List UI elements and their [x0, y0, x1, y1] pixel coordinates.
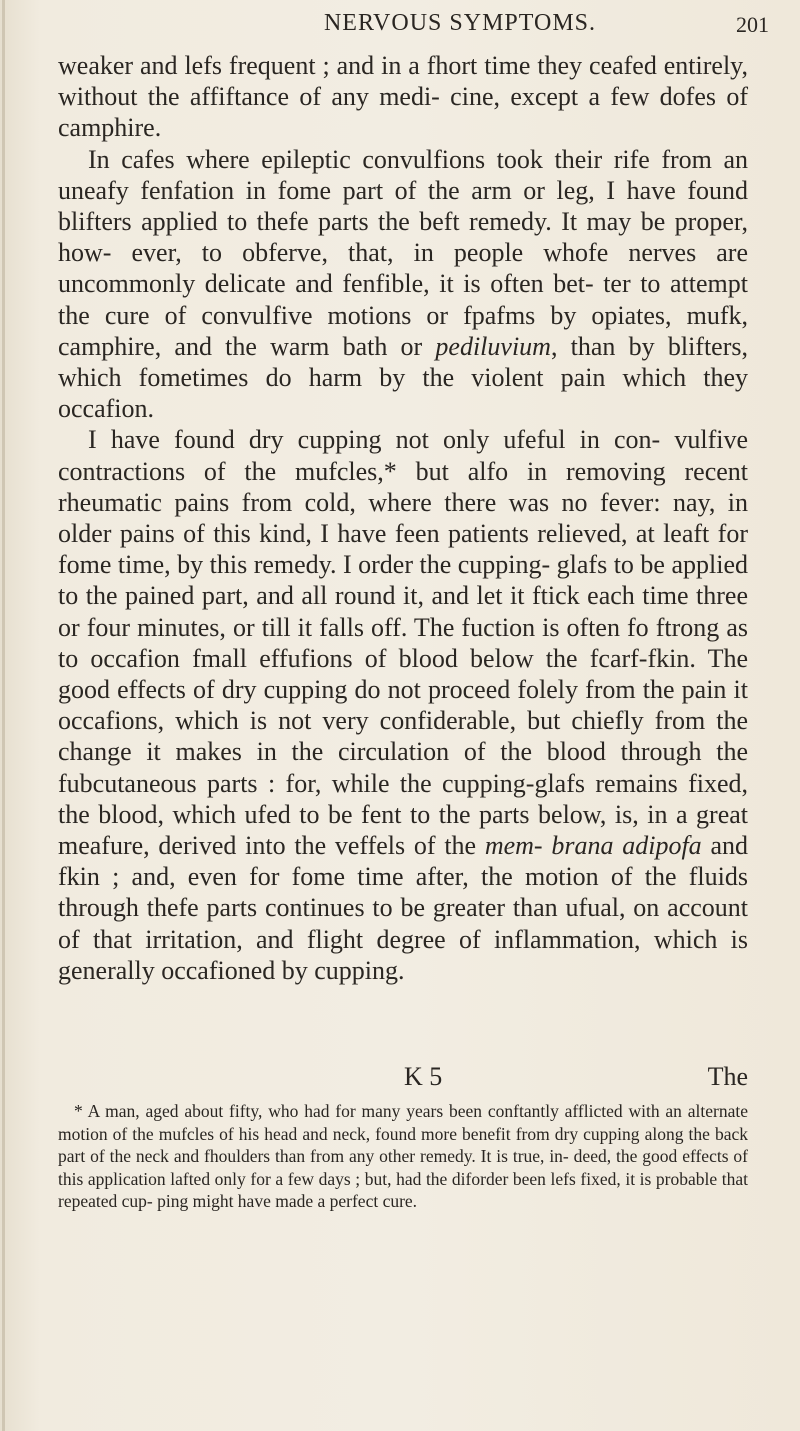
paragraph-3 — [58, 424, 748, 986]
page-number: 201 — [736, 12, 769, 37]
signature-mark: K 5 — [404, 1062, 443, 1091]
main-text — [58, 50, 748, 986]
paragraph-2-text-a: In cafes where epileptic convulfions took their rife from an uneafy fenfation in fome part of the arm or leg, I have found blifters applied to thefe parts the beft remedy. It may be proper, how- ever, to obferve, that, in people whofe nerves are uncommonly delicate and fenfible, it is often bet- ter to attempt the cure of convulfive motions or fpafms by opiates, mufk, camphire, and the warm bath or — [58, 144, 748, 361]
paragraph-2-italic: pediluvium — [435, 331, 551, 361]
footnote — [58, 1100, 748, 1213]
paragraph-2 — [58, 144, 748, 425]
signature-line — [58, 1062, 748, 1094]
paragraph-3-text-a: I have found dry cupping not only ufeful in con- vulfive contractions of the mufcles,* but alfo in removing recent rheumatic pains from cold, where there was no fever: nay, in older pains of this kind, I have feen patients relieved, at leaft for fome time, by this remedy. I order the cupping- glafs to be applied to the pained part, and all round it, and let it ftick each time three or four minutes, or till it falls off. The fuction is often fo ftrong as to occafion fmall effufions of blood below the fcarf-fkin. The good effects of dry cupping do not proceed folely from the pain it occafions, which is not very confiderable, but chiefly from the change it makes in the circulation of the blood through the fubcutaneous parts : for, while the cupping-glafs remains fixed, the blood, which ufed to be fent to the parts below, is, in a great meafure, derived into the veffels of the — [58, 425, 749, 861]
catchword: The — [707, 1062, 748, 1091]
paragraph-3-italic: mem- brana adipofa — [484, 831, 702, 861]
footnote-text: * A man, aged about fifty, who had for many years been conftantly afflicted with an alternate motion of the mufcles of his head and neck, found more benefit from dry cupping along the back part of the neck and fhoulders than from any other remedy. It is true, in- deed, the good effects of this application lafted only for a few days ; but, had the diforder been lefs fixed, it is probable that repeated cup- ping might have made a perfect cure. — [58, 1101, 748, 1211]
paragraph-3-text-b: and fkin ; and, even for fome time after, the motion of the fluids through thefe parts continues to be greater than ufual, on account of that irritation, and flight degree of inflammation, which is generally occafioned by cupping. — [58, 831, 748, 985]
paragraph-2-text-b: , than by blifters, which fometimes do harm by the violent pain which they occafion. — [58, 331, 748, 424]
page-gutter — [2, 0, 5, 1431]
running-title: NERVOUS SYMPTOMS. — [323, 10, 597, 36]
paragraph-1: weaker and lefs frequent ; and in a fhort time they ceafed entirely, without the affiftance of any medi- cine, except a few dofes of camphire. — [58, 51, 748, 143]
